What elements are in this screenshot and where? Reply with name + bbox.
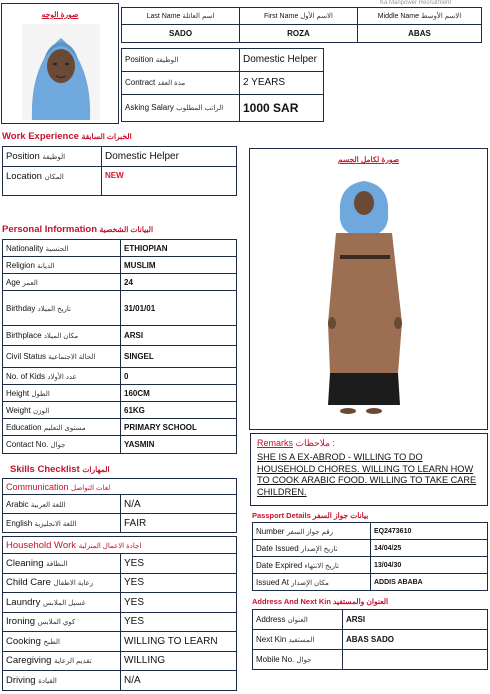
household-row [3, 632, 237, 652]
english-value: FAIR [121, 514, 237, 533]
address-value: ABAS SADO [343, 630, 488, 650]
personal-info-value: ARSI [121, 326, 237, 346]
household-label: Child Care رعاية الاطفال [3, 573, 121, 593]
work-position-label: Position الوظيفة [3, 147, 102, 167]
address-value: ARSI [343, 610, 488, 630]
full-body-photo [318, 173, 418, 425]
work-experience-table [2, 146, 237, 196]
personal-info-label: Birthplace مكان الميلاد [3, 326, 121, 346]
passport-value: EQ2473610 [371, 523, 488, 540]
personal-info-value: SINGEL [121, 346, 237, 368]
household-label: Caregiving تقديم الرعاية [3, 651, 121, 671]
remarks-text: SHE IS A EX-ABROD - WILLING TO DO HOUSEHOLD CHORES. WILLING TO LEARN HOW TO COOK ARABIC FOOD. WILLING TO TAKE CARE CHILDREN. [257, 452, 477, 497]
work-location-label: Location المكان [3, 167, 102, 196]
personal-info-label: Age العمر [3, 274, 121, 291]
personal-info-row [3, 419, 237, 436]
household-label: Cooking الطبخ [3, 632, 121, 652]
personal-info-value: YASMIN [121, 436, 237, 454]
passport-label: Date Expired تاريخ الانتهاء [253, 557, 371, 574]
full-body-photo-caption: صورة لكامل الجسم [337, 155, 400, 164]
household-value: WILLING [121, 651, 237, 671]
address-value [343, 650, 488, 670]
passport-row [253, 523, 488, 540]
personal-info-label: Civil Status الحالة الاجتماعية [3, 346, 121, 368]
middle-name-value: ABAS [358, 25, 482, 43]
address-title: Address And Next Kin العنوان والمستفيد [252, 597, 389, 606]
personal-info-row [3, 326, 237, 346]
communication-header: Communication لغات التواصل [3, 479, 237, 495]
household-label: Cleaning النظافة [3, 554, 121, 574]
personal-info-value: 31/01/01 [121, 291, 237, 326]
passport-label: Number رقم جواز السفر [253, 523, 371, 540]
passport-row [253, 540, 488, 557]
face-photo-frame [1, 3, 119, 124]
personal-info-value: ETHIOPIAN [121, 240, 237, 257]
passport-table [252, 522, 488, 591]
household-table [2, 536, 237, 691]
address-label: Mobile No. جوال [253, 650, 343, 670]
household-row [3, 593, 237, 613]
personal-info-label: Religion الديانة [3, 257, 121, 274]
address-row [253, 610, 488, 630]
last-name-header: Last Name اسم العائلة [122, 8, 240, 25]
salary-value: 1000 SAR [240, 94, 324, 121]
household-value: N/A [121, 671, 237, 691]
personal-info-value: 0 [121, 368, 237, 385]
last-name-value: SADO [122, 25, 240, 43]
passport-row [253, 557, 488, 574]
salary-label: Asking Salary الراتب المطلوب [122, 94, 240, 121]
position-value: Domestic Helper [240, 49, 324, 72]
household-row [3, 651, 237, 671]
position-label: Position الوظيفة [122, 49, 240, 72]
household-row [3, 612, 237, 632]
personal-info-label: No. of Kids عدد الأولاد [3, 368, 121, 385]
personal-info-value: 160CM [121, 385, 237, 402]
passport-title: Passport Details بيانات جواز السفر [252, 511, 369, 520]
household-row [3, 573, 237, 593]
address-label: Address العنوان [253, 610, 343, 630]
address-label: Next Kin المستفيد [253, 630, 343, 650]
first-name-value: ROZA [240, 25, 358, 43]
personal-info-label: Birthday تاريخ الميلاد [3, 291, 121, 326]
middle-name-header: Middle Name الاسم الأوسط [358, 8, 482, 25]
arabic-label: Arabic اللغة العربية [3, 495, 121, 514]
personal-info-row [3, 436, 237, 454]
english-label: English اللغة الانجليزية [3, 514, 121, 533]
personal-info-row [3, 274, 237, 291]
remarks-box [250, 433, 488, 506]
face-photo-caption: صورة الوجه [41, 10, 79, 19]
passport-value: ADDIS ABABA [371, 574, 488, 591]
household-value: YES [121, 554, 237, 574]
household-header: Household Work اجادة الاعمال المنزلية [3, 537, 237, 554]
personal-info-title: Personal Information البيانات الشخصية [2, 224, 154, 235]
passport-value: 14/04/25 [371, 540, 488, 557]
contract-value: 2 YEARS [240, 71, 324, 94]
personal-info-label: Nationality الجنسية [3, 240, 121, 257]
work-position-value: Domestic Helper [102, 147, 237, 167]
work-location-value: NEW [102, 167, 237, 196]
personal-info-label: Weight الوزن [3, 402, 121, 419]
full-body-photo-frame [249, 148, 488, 430]
personal-info-label: Height الطول [3, 385, 121, 402]
household-value: YES [121, 573, 237, 593]
arabic-value: N/A [121, 495, 237, 514]
passport-label: Issued At مكان الإصدار [253, 574, 371, 591]
household-row [3, 671, 237, 691]
agency-note: Ka Manpower Recruitment [380, 0, 452, 6]
address-table [252, 609, 488, 670]
personal-info-table [2, 239, 237, 454]
work-experience-title: Work Experience الخبرات السابقة [2, 131, 132, 142]
personal-info-row [3, 346, 237, 368]
face-photo [22, 24, 100, 120]
personal-info-row [3, 257, 237, 274]
remarks-label: Remarks ملاحظات : [257, 438, 335, 448]
personal-info-value: 24 [121, 274, 237, 291]
household-value: YES [121, 612, 237, 632]
personal-info-value: MUSLIM [121, 257, 237, 274]
personal-info-row [3, 368, 237, 385]
passport-value: 13/04/30 [371, 557, 488, 574]
personal-info-row [3, 240, 237, 257]
address-row [253, 630, 488, 650]
personal-info-value: 61KG [121, 402, 237, 419]
household-label: Driving القيادة [3, 671, 121, 691]
communication-table [2, 478, 237, 533]
skills-title: Skills Checklist المهارات [10, 464, 110, 475]
household-label: Ironing كوي الملابس [3, 612, 121, 632]
household-value: YES [121, 593, 237, 613]
personal-info-label: Contact No. جوال [3, 436, 121, 454]
personal-info-value: PRIMARY SCHOOL [121, 419, 237, 436]
passport-label: Date Issued تاريخ الإصدار [253, 540, 371, 557]
passport-row [253, 574, 488, 591]
household-value: WILLING TO LEARN [121, 632, 237, 652]
name-table [121, 7, 482, 43]
personal-info-row [3, 402, 237, 419]
household-row [3, 554, 237, 574]
personal-info-label: Education مستوى التعليم [3, 419, 121, 436]
personal-info-row [3, 385, 237, 402]
contract-label: Contract مدة العقد [122, 71, 240, 94]
first-name-header: First Name الاسم الأول [240, 8, 358, 25]
personal-info-row [3, 291, 237, 326]
job-table [121, 48, 324, 122]
household-label: Laundry غسيل الملابس [3, 593, 121, 613]
address-row [253, 650, 488, 670]
